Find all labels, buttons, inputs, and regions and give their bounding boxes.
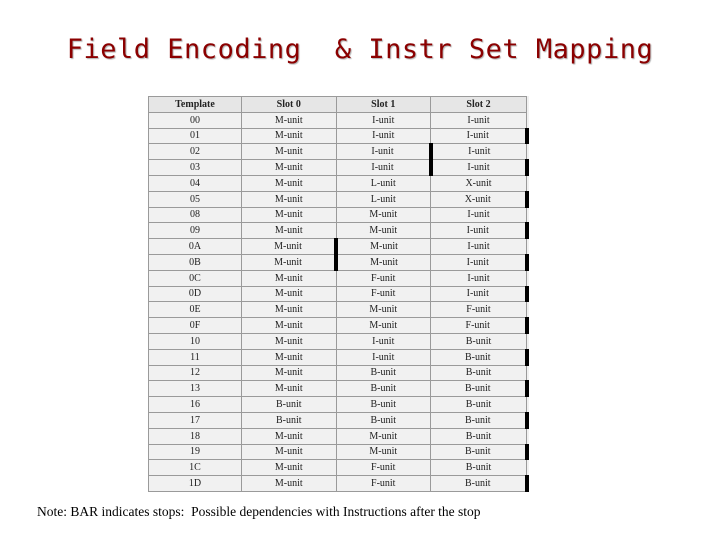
cell-slot-0: M-unit: [242, 144, 337, 160]
cell-slot-2: B-unit: [431, 397, 527, 413]
header-template: Template: [149, 97, 242, 113]
cell-slot-1: M-unit: [336, 254, 431, 270]
cell-slot-2: F-unit: [431, 318, 527, 334]
table-header-row: [149, 97, 527, 113]
template-slot-table: [148, 96, 529, 492]
cell-template: 19: [149, 444, 242, 460]
table-row: [149, 397, 527, 413]
table-row: [149, 239, 527, 255]
cell-slot-2: I-unit: [431, 207, 527, 223]
cell-slot-0: M-unit: [242, 223, 337, 239]
cell-template: 03: [149, 160, 242, 176]
header-slot-0: Slot 0: [242, 97, 337, 113]
header-slot-1: Slot 1: [336, 97, 431, 113]
table-row: [149, 412, 527, 428]
cell-slot-0: M-unit: [242, 318, 337, 334]
cell-slot-2: X-unit: [431, 175, 527, 191]
table-row: [149, 270, 527, 286]
slide-title: Field Encoding & Instr Set Mapping: [66, 34, 654, 65]
cell-slot-2: I-unit: [431, 286, 527, 302]
cell-slot-0: M-unit: [242, 207, 337, 223]
cell-template: 0B: [149, 254, 242, 270]
cell-template: 09: [149, 223, 242, 239]
cell-slot-0: B-unit: [242, 397, 337, 413]
cell-slot-1: M-unit: [336, 239, 431, 255]
table-row: [149, 318, 527, 334]
cell-slot-1: F-unit: [336, 270, 431, 286]
template-table-wrapper: [148, 96, 529, 492]
cell-slot-1: L-unit: [336, 191, 431, 207]
cell-slot-0: M-unit: [242, 112, 337, 128]
cell-slot-2: F-unit: [431, 302, 527, 318]
cell-template: 18: [149, 428, 242, 444]
cell-slot-0: M-unit: [242, 302, 337, 318]
cell-template: 16: [149, 397, 242, 413]
cell-slot-1: I-unit: [336, 349, 431, 365]
cell-template: 1D: [149, 476, 242, 492]
table-row: [149, 460, 527, 476]
table-row: [149, 112, 527, 128]
cell-slot-0: M-unit: [242, 476, 337, 492]
cell-template: 08: [149, 207, 242, 223]
cell-slot-2: B-unit: [431, 349, 527, 365]
cell-slot-1: I-unit: [336, 333, 431, 349]
cell-slot-2: I-unit: [431, 144, 527, 160]
table-row: [149, 444, 527, 460]
cell-slot-1: F-unit: [336, 476, 431, 492]
cell-slot-1: M-unit: [336, 318, 431, 334]
cell-slot-1: M-unit: [336, 207, 431, 223]
cell-template: 0D: [149, 286, 242, 302]
cell-slot-2: I-unit: [431, 128, 527, 144]
cell-slot-0: M-unit: [242, 333, 337, 349]
cell-slot-1: I-unit: [336, 128, 431, 144]
cell-slot-0: M-unit: [242, 175, 337, 191]
footnote: Note: BAR indicates stops: Possible dependencies with Instructions after the stop: [37, 504, 481, 519]
cell-slot-1: I-unit: [336, 144, 431, 160]
cell-slot-2: I-unit: [431, 270, 527, 286]
table-row: [149, 333, 527, 349]
table-row: [149, 254, 527, 270]
cell-slot-0: M-unit: [242, 254, 337, 270]
cell-template: 0E: [149, 302, 242, 318]
cell-slot-2: B-unit: [431, 428, 527, 444]
cell-template: 11: [149, 349, 242, 365]
cell-template: 0A: [149, 239, 242, 255]
cell-slot-0: M-unit: [242, 160, 337, 176]
cell-slot-2: B-unit: [431, 444, 527, 460]
cell-template: 01: [149, 128, 242, 144]
cell-template: 04: [149, 175, 242, 191]
cell-slot-0: M-unit: [242, 460, 337, 476]
cell-slot-0: M-unit: [242, 349, 337, 365]
cell-slot-0: M-unit: [242, 239, 337, 255]
cell-template: 0F: [149, 318, 242, 334]
cell-slot-1: I-unit: [336, 112, 431, 128]
table-row: [149, 365, 527, 381]
cell-slot-1: B-unit: [336, 397, 431, 413]
cell-template: 10: [149, 333, 242, 349]
cell-slot-2: I-unit: [431, 223, 527, 239]
cell-slot-2: I-unit: [431, 112, 527, 128]
table-row: [149, 223, 527, 239]
cell-slot-0: M-unit: [242, 270, 337, 286]
cell-slot-2: B-unit: [431, 476, 527, 492]
cell-slot-2: B-unit: [431, 412, 527, 428]
table-row: [149, 302, 527, 318]
table-row: [149, 160, 527, 176]
cell-slot-1: M-unit: [336, 428, 431, 444]
cell-template: 05: [149, 191, 242, 207]
cell-slot-0: M-unit: [242, 428, 337, 444]
table-row: [149, 349, 527, 365]
table-row: [149, 286, 527, 302]
cell-slot-1: M-unit: [336, 302, 431, 318]
table-row: [149, 175, 527, 191]
cell-slot-2: B-unit: [431, 381, 527, 397]
cell-template: 02: [149, 144, 242, 160]
cell-slot-2: B-unit: [431, 365, 527, 381]
cell-slot-0: M-unit: [242, 191, 337, 207]
cell-template: 1C: [149, 460, 242, 476]
cell-template: 17: [149, 412, 242, 428]
cell-slot-0: M-unit: [242, 365, 337, 381]
cell-slot-0: B-unit: [242, 412, 337, 428]
cell-slot-2: I-unit: [431, 254, 527, 270]
cell-slot-2: I-unit: [431, 160, 527, 176]
cell-slot-2: X-unit: [431, 191, 527, 207]
table-row: [149, 476, 527, 492]
cell-slot-0: M-unit: [242, 286, 337, 302]
table-row: [149, 207, 527, 223]
table-row: [149, 428, 527, 444]
cell-slot-0: M-unit: [242, 381, 337, 397]
cell-slot-1: F-unit: [336, 286, 431, 302]
cell-template: 12: [149, 365, 242, 381]
table-row: [149, 191, 527, 207]
cell-slot-1: B-unit: [336, 412, 431, 428]
cell-template: 0C: [149, 270, 242, 286]
header-slot-2: Slot 2: [431, 97, 527, 113]
cell-slot-0: M-unit: [242, 128, 337, 144]
cell-slot-1: M-unit: [336, 444, 431, 460]
cell-slot-0: M-unit: [242, 444, 337, 460]
cell-slot-1: L-unit: [336, 175, 431, 191]
cell-template: 13: [149, 381, 242, 397]
cell-slot-1: I-unit: [336, 160, 431, 176]
cell-slot-1: F-unit: [336, 460, 431, 476]
cell-slot-1: M-unit: [336, 223, 431, 239]
cell-slot-2: I-unit: [431, 239, 527, 255]
table-row: [149, 128, 527, 144]
cell-slot-1: B-unit: [336, 365, 431, 381]
cell-slot-2: B-unit: [431, 333, 527, 349]
cell-slot-1: B-unit: [336, 381, 431, 397]
cell-slot-2: B-unit: [431, 460, 527, 476]
table-row: [149, 381, 527, 397]
cell-template: 00: [149, 112, 242, 128]
table-row: [149, 144, 527, 160]
